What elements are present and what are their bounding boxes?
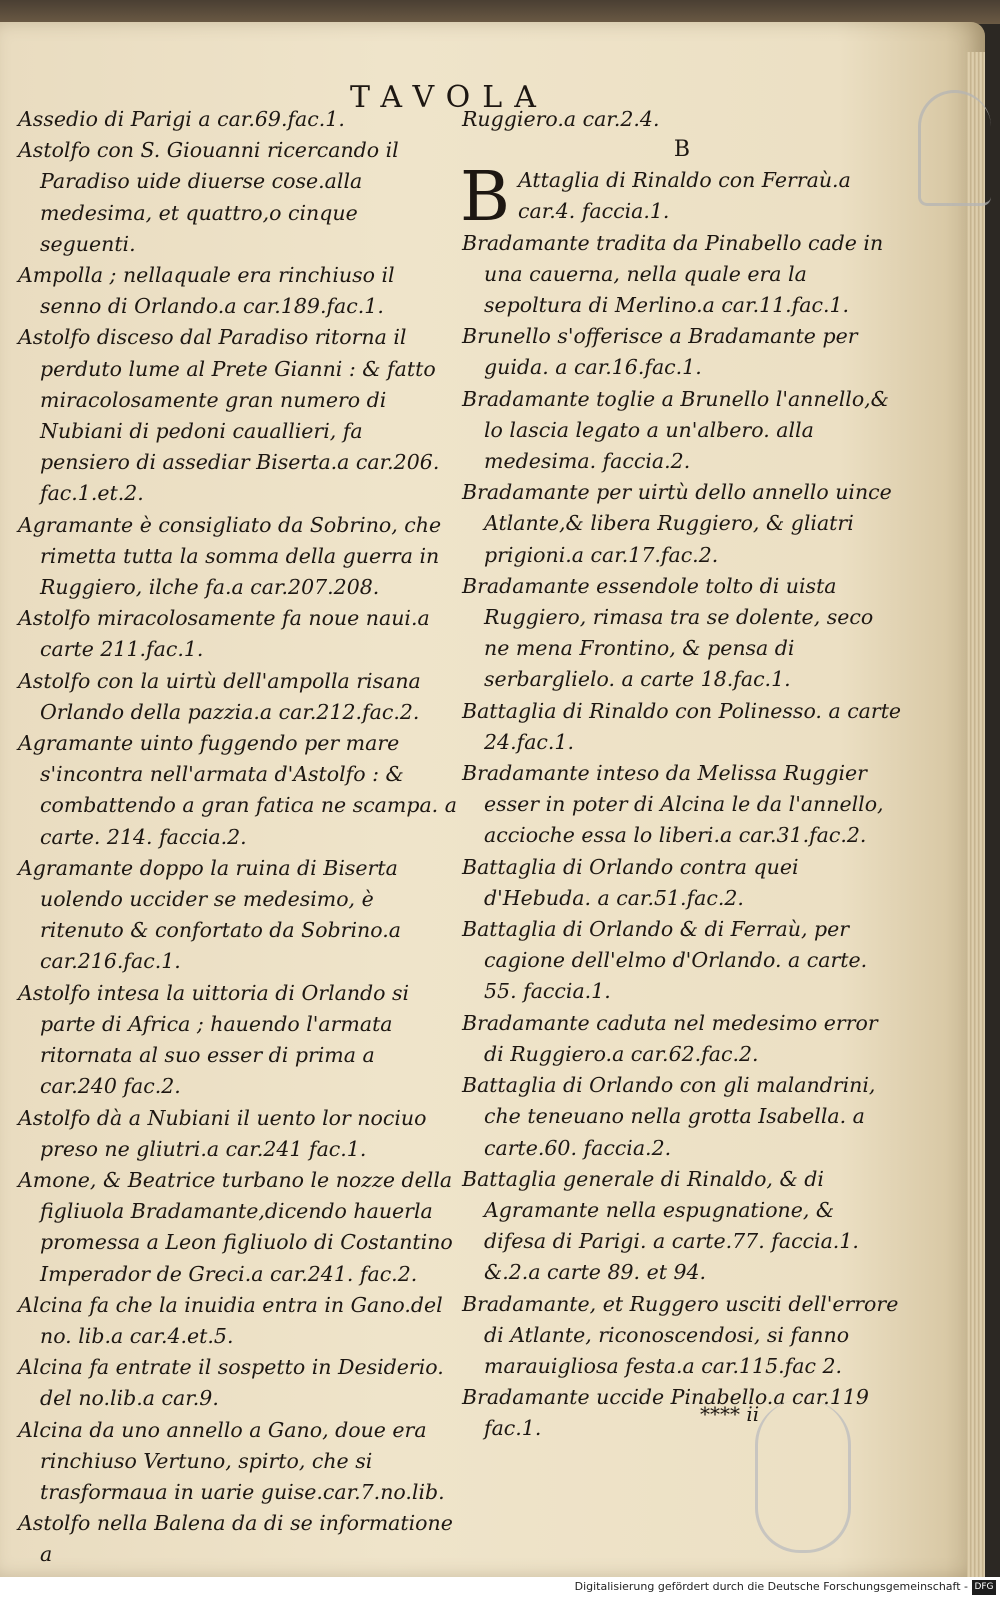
index-entry: Agramante uinto fuggendo per mare s'incontra nell'armata d'Astolfo : & combattendo a gran fatica ne scampa. a carte. 214. faccia.2.	[18, 731, 457, 849]
index-entry: Battaglia di Orlando & di Ferraù, per cagione dell'elmo d'Orlando. a carte. 55. faccia.1.	[462, 917, 868, 1004]
dfg-logo: DFG	[972, 1580, 996, 1595]
index-entry: Battaglia generale di Rinaldo, & di Agramante nella espugnatione, & difesa di Parigi. a carte.77. faccia.1. &.2.a carte 89. et 94.	[462, 1166, 859, 1285]
first-entry-b	[460, 158, 902, 238]
signature-mark: **** ii	[700, 1402, 760, 1426]
index-entry: Alcina da uno annello a Gano, doue era rinchiuso Vertuno, spirto, che si trasformaua in uarie guise.car.7.no.lib.	[18, 1417, 445, 1504]
index-entry: Agramante doppo la ruina di Biserta uolendo uccider se medesimo, è ritenuto & confortato da Sobrino.a car.216.fac.1.	[18, 855, 401, 974]
index-entry: Bradamante uccide Pinabello.a car.119 fac.1.	[462, 1385, 869, 1441]
index-entry: Astolfo intesa la uittoria di Orlando si parte di Africa ; hauendo l'armata ritornata al suo esser di prima a car.240 fac.2.	[18, 980, 410, 1099]
first-entry-text: Attaglia di Rinaldo con Ferraù.a car.4. faccia.1.	[517, 168, 851, 224]
index-entry: Alcina fa che la inuidia entra in Gano.del no. lib.a car.4.et.5.	[18, 1292, 443, 1348]
right-entries	[462, 228, 902, 1445]
drop-cap: B	[460, 158, 510, 238]
index-entry: Bradamante inteso da Melissa Ruggier esser in poter di Alcina le da l'annello, accioche essa lo liberi.a car.31.fac.2.	[462, 761, 884, 848]
index-entry: Agramante è consigliato da Sobrino, che rimetta tutta la somma della guerra in Ruggiero, ilche fa.a car.207.208.	[18, 512, 442, 600]
index-entry: Battaglia di Orlando con gli malandrini, che teneuano nella grotta Isabella. a carte.60. faccia.2.	[462, 1073, 876, 1160]
index-entry: Battaglia di Orlando contra quei d'Hebuda. a car.51.fac.2.	[462, 854, 799, 910]
index-entry: Astolfo miracolosamente fa noue naui.a carte 211.fac.1.	[18, 606, 430, 662]
continued-entry: Ruggiero.a car.2.4.	[462, 107, 660, 131]
index-entry: Astolfo nella Balena da di se informatione a	[18, 1511, 453, 1567]
index-entry: Assedio di Parigi a car.69.fac.1.	[18, 107, 345, 131]
right-column	[462, 104, 902, 1445]
left-column	[18, 104, 458, 1571]
index-entry: Bradamante, et Ruggero usciti dell'errore di Atlante, riconoscendosi, si fanno marauigliosa festa.a car.115.fac 2.	[462, 1291, 899, 1378]
page-edges	[967, 52, 985, 1592]
index-entry: Astolfo dà a Nubiani il uento lor nociuo preso ne gliutri.a car.241 fac.1.	[18, 1105, 427, 1161]
index-entry: Battaglia di Rinaldo con Polinesso. a carte 24.fac.1.	[462, 698, 902, 754]
index-entry: Brunello s'offerisce a Bradamante per guida. a car.16.fac.1.	[462, 324, 858, 380]
footer-credit: Digitalisierung gefördert durch die Deutsche Forschungsgemeinschaft -	[574, 1580, 968, 1593]
index-entry: Astolfo con S. Giouanni ricercando il Paradiso uide diuerse cose.alla medesima, et quattro,o cinque seguenti.	[18, 138, 399, 256]
index-entry: Bradamante tradita da Pinabello cade in una cauerna, nella quale era la sepoltura di Merlino.a car.11.fac.1.	[462, 230, 884, 318]
section-letter: B	[673, 137, 691, 163]
index-entry: Astolfo disceso dal Paradiso ritorna il perduto lume al Prete Gianni : & fatto miracolosamente gran numero di Nubiani di pedoni cauallieri, fa pensiero di assediar Biserta.a car.206. fac.1.et.2.	[18, 325, 440, 506]
footer-bar	[0, 1577, 1000, 1599]
paper-clip-bottom	[755, 1400, 851, 1553]
book-top-edge	[0, 0, 1000, 24]
index-entry: Astolfo con la uirtù dell'ampolla risana Orlando della pazzia.a car.212.fac.2.	[18, 668, 421, 724]
paper-clip-top	[918, 90, 991, 206]
index-entry: Bradamante essendole tolto di uista Ruggiero, rimasa tra se dolente, seco ne mena Frontino, & pensa di serbarglielo. a carte 18.fac.1.	[462, 573, 874, 692]
index-entry: Bradamante per uirtù dello annello uince Atlante,& libera Ruggiero, & gliatri prigioni.a car.17.fac.2.	[462, 480, 892, 567]
index-entry: Alcina fa entrate il sospetto in Desiderio. del no.lib.a car.9.	[18, 1355, 444, 1411]
index-entry: Bradamante toglie a Brunello l'annello,& lo lascia legato a un'albero. alla medesima. faccia.2.	[462, 386, 889, 474]
index-entry: Ampolla ; nellaquale era rinchiuso il senno di Orlando.a car.189.fac.1.	[18, 263, 395, 319]
page-header: TAVOLA	[350, 80, 548, 115]
index-entry: Bradamante caduta nel medesimo error di Ruggiero.a car.62.fac.2.	[462, 1010, 878, 1066]
index-entry: Amone, & Beatrice turbano le nozze della figliuola Bradamante,dicendo hauerla promessa a Leon figliuolo di Costantino Imperador de Greci.a car.241. fac.2.	[18, 1167, 453, 1286]
